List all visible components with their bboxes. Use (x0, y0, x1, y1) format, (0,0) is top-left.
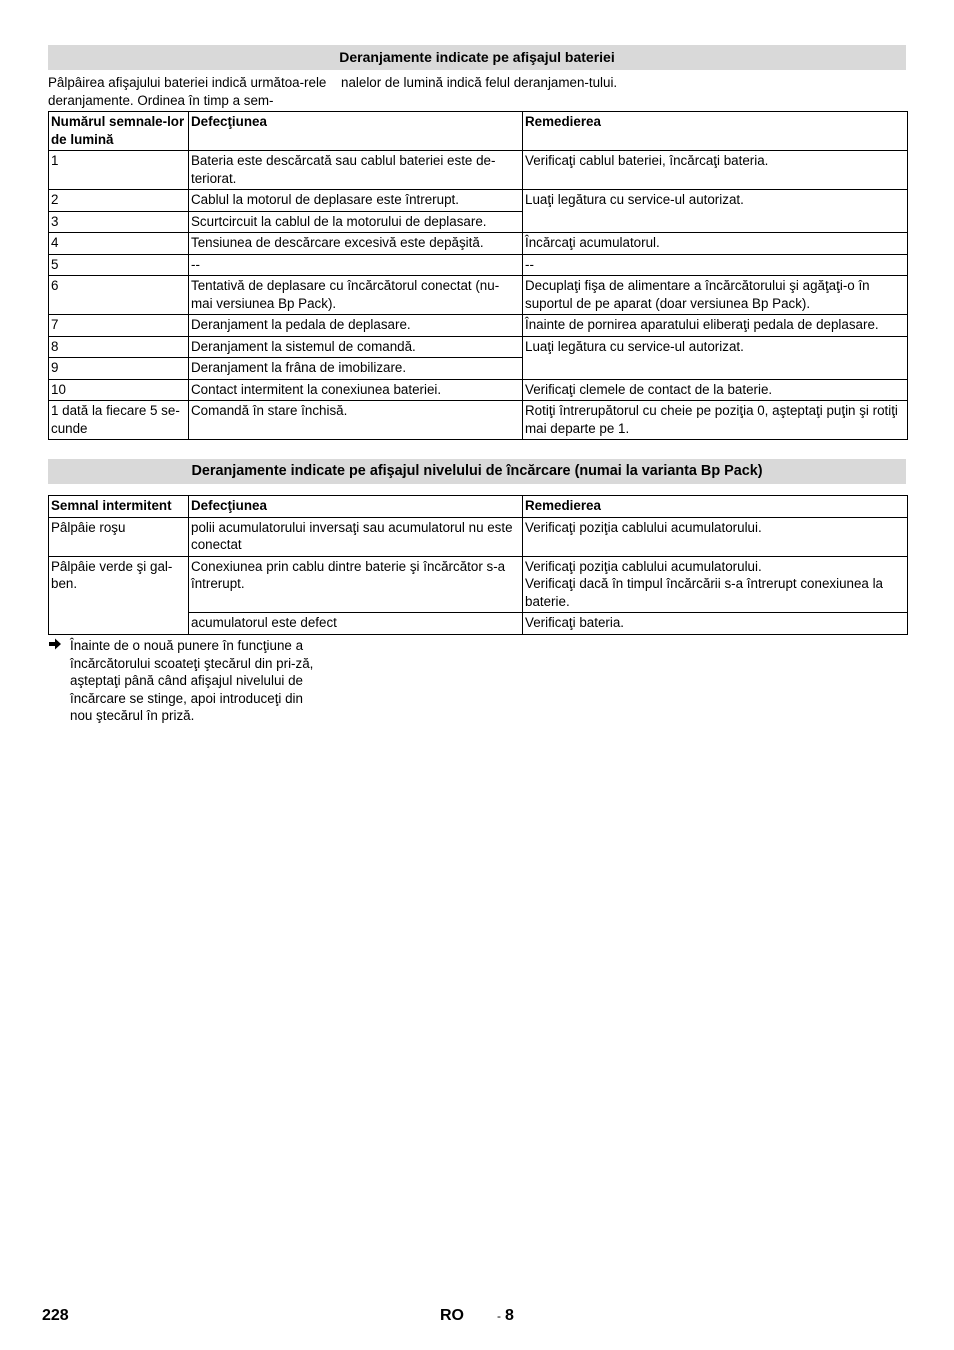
cell-fix: Verificaţi cablul bateriei, încărcaţi bateria. (523, 151, 908, 190)
cell-num: 7 (49, 315, 189, 337)
sub-page-dash: - (497, 1309, 501, 1323)
header-fault: Defecţiunea (189, 496, 523, 518)
cell-fix: Luaţi legătura cu service-ul autorizat. (523, 336, 908, 379)
cell-fix: Încărcaţi acumulatorul. (523, 233, 908, 255)
cell-fault: acumulatorul este defect (189, 613, 523, 635)
cell-fix: Rotiţi întrerupătorul cu cheie pe poziţia 0, aşteptaţi puţin şi rotiţi mai departe pe 1. (523, 401, 908, 440)
language-code: RO (440, 1307, 464, 1324)
cell-num: 1 dată la fiecare 5 se-cunde (49, 401, 189, 440)
cell-fix: Verificaţi bateria. (523, 613, 908, 635)
cell-num: 2 (49, 190, 189, 212)
cell-num: 4 (49, 233, 189, 255)
header-remedy: Remedierea (523, 112, 908, 151)
cell-fault: Deranjament la frâna de imobilizare. (189, 358, 523, 380)
cell-num: 1 (49, 151, 189, 190)
table-row (49, 233, 908, 255)
section-title-battery-faults: Deranjamente indicate pe afişajul bateriei (48, 45, 906, 70)
note-block (48, 637, 323, 725)
table-row (49, 190, 908, 212)
cell-fault: Comandă în stare închisă. (189, 401, 523, 440)
cell-num: 5 (49, 254, 189, 276)
charge-level-faults-table (48, 495, 908, 635)
cell-fault: Conexiunea prin cablu dintre baterie şi încărcător s-a întrerupt. (189, 556, 523, 613)
table-row (49, 517, 908, 556)
table-row (49, 556, 908, 613)
battery-faults-table (48, 111, 908, 440)
cell-fault: Deranjament la pedala de deplasare. (189, 315, 523, 337)
table-row (49, 315, 908, 337)
table-header-row (49, 112, 908, 151)
intro-text-left: Pâlpâirea afişajului bateriei indică următoa-rele deranjamente. Ordinea în timp a sem- (48, 75, 327, 108)
cell-signal: Pâlpâie verde şi gal-ben. (49, 556, 189, 634)
table-header-row (49, 496, 908, 518)
cell-fault: Contact intermitent la conexiunea bateriei. (189, 379, 523, 401)
cell-num: 10 (49, 379, 189, 401)
table-row (49, 379, 908, 401)
section-title-charge-level-faults: Deranjamente indicate pe afişajul nivelului de încărcare (numai la varianta Bp Pack) (48, 459, 906, 484)
cell-fix: Luaţi legătura cu service-ul autorizat. (523, 190, 908, 233)
cell-fault: polii acumulatorului inversaţi sau acumulatorul nu este conectat (189, 517, 523, 556)
table-row (49, 151, 908, 190)
page-number: 228 (42, 1307, 69, 1324)
cell-fault: Cablul la motorul de deplasare este întrerupt. (189, 190, 523, 212)
header-remedy: Remedierea (523, 496, 908, 518)
header-signal-count: Numărul semnale-lor de lumină (49, 112, 189, 151)
cell-fault: -- (189, 254, 523, 276)
cell-fix: Verificaţi clemele de contact de la baterie. (523, 379, 908, 401)
cell-fault: Deranjament la sistemul de comandă. (189, 336, 523, 358)
note-text: Înainte de o nouă punere în funcţiune a încărcătorului scoateţi ştecărul din pri-ză, aşteptaţi până când afişajul nivelului de încărcare se stinge, apoi introduceţi din nou ştecărul în priză. (70, 638, 314, 723)
cell-fault: Scurtcircuit la cablul de la motorului de deplasare. (189, 211, 523, 233)
cell-num: 9 (49, 358, 189, 380)
cell-fault: Tensiunea de descărcare excesivă este depăşită. (189, 233, 523, 255)
table-row (49, 336, 908, 358)
cell-fix: Înainte de pornirea aparatului eliberaţi pedala de deplasare. (523, 315, 908, 337)
cell-fault: Tentativă de deplasare cu încărcătorul conectat (nu-mai versiunea Bp Pack). (189, 276, 523, 315)
cell-fix: Decuplaţi fişa de alimentare a încărcătorului şi agăţaţi-o în suportul de pe aparat (doar versiunea Bp Pack). (523, 276, 908, 315)
cell-fix: Verificaţi poziţia cablului acumulatorului. Verificaţi dacă în timpul încărcării s-a întrerupt conexiunea la baterie. (523, 556, 908, 613)
sub-page-number (497, 1307, 514, 1326)
table-row (49, 401, 908, 440)
cell-num: 6 (49, 276, 189, 315)
intro-text-right: nalelor de lumină indică felul deranjamen-tului. (341, 75, 618, 90)
header-signal: Semnal intermitent (49, 496, 189, 518)
cell-fix: Verificaţi poziţia cablului acumulatorului. (523, 517, 908, 556)
arrow-right-icon (48, 637, 62, 656)
table-row (49, 254, 908, 276)
header-fault: Defecţiunea (189, 112, 523, 151)
cell-fix: -- (523, 254, 908, 276)
cell-num: 3 (49, 211, 189, 233)
cell-fault: Bateria este descărcată sau cablul bateriei este de-teriorat. (189, 151, 523, 190)
cell-num: 8 (49, 336, 189, 358)
sub-page-value: 8 (505, 1307, 514, 1324)
cell-signal: Pâlpâie roşu (49, 517, 189, 556)
table-row (49, 276, 908, 315)
